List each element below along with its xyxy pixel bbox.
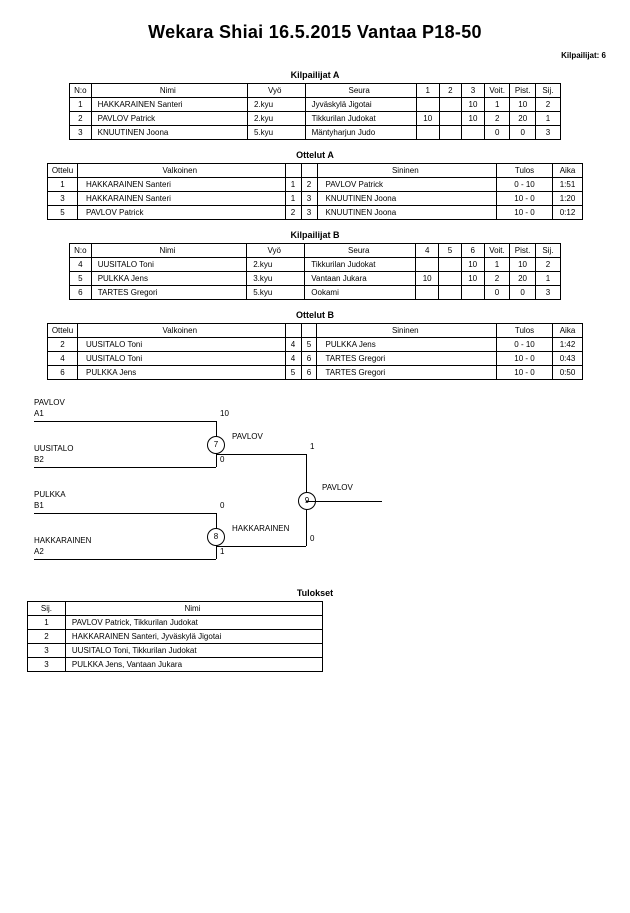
cell-blue-no: 5 <box>301 338 317 352</box>
cell-points: 20 <box>510 112 536 126</box>
table-row <box>70 272 561 286</box>
cell-white-no: 1 <box>285 178 301 192</box>
cell-time: 0:43 <box>552 352 582 366</box>
col-club: Seura <box>305 244 416 258</box>
bracket-line <box>216 454 306 455</box>
col-match-4: 4 <box>416 244 439 258</box>
results-table <box>27 601 323 672</box>
cell-result: 10 - 0 <box>497 366 553 380</box>
bracket-semi1-bottom-name: UUSITALO <box>34 444 74 453</box>
bracket-final-winner: PAVLOV <box>322 483 353 492</box>
cell-belt: 5.kyu <box>247 286 305 300</box>
cell-points: 0 <box>510 286 536 300</box>
col-match-5: 5 <box>439 244 461 258</box>
cell-time: 1:20 <box>552 192 582 206</box>
section-title-results: Tulokset <box>296 588 334 598</box>
cell-result: 0 - 10 <box>497 178 553 192</box>
cell-match-5 <box>439 258 461 272</box>
bracket-line <box>216 546 306 547</box>
cell-match-4: 10 <box>416 272 439 286</box>
col-rank: Sij. <box>535 84 560 98</box>
col-blue: Sininen <box>317 324 497 338</box>
cell-match-6: 10 <box>461 272 484 286</box>
section-title-pool-b: Kilpailijat B <box>290 230 340 240</box>
cell-wins: 1 <box>484 258 510 272</box>
cell-time: 0:50 <box>552 366 582 380</box>
cell-match-no: 5 <box>48 206 78 220</box>
table-row <box>48 178 583 192</box>
cell-club: Mäntyharjun Judo <box>305 126 416 140</box>
cell-rank: 1 <box>535 272 560 286</box>
cell-match-2 <box>439 112 461 126</box>
cell-club: Vantaan Jukara <box>305 272 416 286</box>
bracket-semi1-top-name: PAVLOV <box>34 398 65 407</box>
table-header-row <box>70 244 561 258</box>
cell-rank: 2 <box>535 258 560 272</box>
bracket-match-8-node: 8 <box>207 528 225 546</box>
cell-match-no: 2 <box>48 338 78 352</box>
col-name: Nimi <box>91 244 247 258</box>
col-blue: Sininen <box>317 164 497 178</box>
table-header-row <box>48 324 583 338</box>
cell-white: HAKKARAINEN Santeri <box>77 178 285 192</box>
cell-points: 10 <box>510 98 536 112</box>
cell-wins: 2 <box>484 112 510 126</box>
cell-blue-no: 6 <box>301 366 317 380</box>
bracket-semi2-bottom-score: 1 <box>220 547 225 556</box>
col-rank: Sij. <box>535 244 560 258</box>
cell-blue: KNUUTINEN Joona <box>317 192 497 206</box>
cell-belt: 2.kyu <box>247 98 305 112</box>
cell-club: Ookami <box>305 286 416 300</box>
cell-wins: 1 <box>484 98 510 112</box>
col-white: Valkoinen <box>77 324 285 338</box>
col-white: Valkoinen <box>77 164 285 178</box>
cell-time: 1:51 <box>552 178 582 192</box>
cell-blue: PULKKA Jens <box>317 338 497 352</box>
cell-name: UUSITALO Toni <box>91 258 247 272</box>
bracket-semi2-top-seed: B1 <box>34 501 44 510</box>
bracket-semi2-bottom-name: HAKKARAINEN <box>34 536 92 545</box>
cell-white-no: 2 <box>285 206 301 220</box>
table-row <box>48 366 583 380</box>
table-row <box>28 630 323 644</box>
results-wrap <box>0 601 630 672</box>
cell-blue: TARTES Gregori <box>317 366 497 380</box>
cell-result: 10 - 0 <box>497 206 553 220</box>
cell-match-2 <box>439 126 461 140</box>
col-no: N:o <box>70 244 92 258</box>
col-wins: Voit. <box>484 244 510 258</box>
pool-a-table <box>69 83 561 140</box>
col-match-3: 3 <box>462 84 485 98</box>
bracket-semi2-winner: HAKKARAINEN <box>232 524 290 533</box>
cell-match-no: 4 <box>48 352 78 366</box>
col-points: Pist. <box>510 84 536 98</box>
bracket-match-7-node: 7 <box>207 436 225 454</box>
cell-club: Tikkurilan Judokat <box>305 258 416 272</box>
cell-white: UUSITALO Toni <box>77 352 285 366</box>
cell-belt: 3.kyu <box>247 272 305 286</box>
bracket-semi2-top-score: 0 <box>220 501 225 510</box>
section-title-matches-b: Ottelut B <box>296 310 334 320</box>
cell-blue-no: 3 <box>301 192 317 206</box>
bracket-line <box>34 421 216 422</box>
cell-belt: 2.kyu <box>247 112 305 126</box>
col-belt: Vyö <box>247 244 305 258</box>
cell-points: 20 <box>510 272 536 286</box>
cell-name: PULKKA Jens, Vantaan Jukara <box>65 658 322 672</box>
cell-result: 0 - 10 <box>497 338 553 352</box>
cell-white: UUSITALO Toni <box>77 338 285 352</box>
cell-no: 3 <box>70 126 92 140</box>
col-no: N:o <box>70 84 92 98</box>
cell-blue-no: 2 <box>301 178 317 192</box>
cell-blue: TARTES Gregori <box>317 352 497 366</box>
pool-b-wrap <box>0 243 630 300</box>
cell-name: HAKKARAINEN Santeri <box>91 98 247 112</box>
matches-b-table <box>47 323 583 380</box>
cell-match-6 <box>461 286 484 300</box>
cell-no: 6 <box>70 286 92 300</box>
cell-match-3: 10 <box>462 112 485 126</box>
col-match-1: 1 <box>416 84 439 98</box>
col-name: Nimi <box>91 84 247 98</box>
pool-b-table <box>69 243 561 300</box>
cell-club: Jyväskylä Jigotai <box>305 98 416 112</box>
bracket-semi1-winner-score: 1 <box>310 442 315 451</box>
table-header-row <box>28 602 323 616</box>
cell-match-5 <box>439 272 461 286</box>
col-match-no: Ottelu <box>48 164 78 178</box>
cell-blue-no: 6 <box>301 352 317 366</box>
pool-a-wrap <box>0 83 630 140</box>
cell-rank: 2 <box>28 630 66 644</box>
col-white-no <box>285 324 301 338</box>
bracket-semi1-bottom-score: 0 <box>220 455 225 464</box>
cell-time: 0:12 <box>552 206 582 220</box>
table-row <box>48 192 583 206</box>
competitors-count: Kilpailijat: 6 <box>561 51 606 60</box>
cell-rank: 1 <box>535 112 560 126</box>
cell-no: 5 <box>70 272 92 286</box>
table-row <box>70 258 561 272</box>
bracket-semi1-winner: PAVLOV <box>232 432 263 441</box>
col-club: Seura <box>305 84 416 98</box>
section-title-matches-a: Ottelut A <box>296 150 334 160</box>
cell-time: 1:42 <box>552 338 582 352</box>
bracket-semi1-top-seed: A1 <box>34 409 44 418</box>
cell-match-4 <box>416 258 439 272</box>
page-title: Wekara Shiai 16.5.2015 Vantaa P18-50 <box>148 22 482 42</box>
cell-match-1: 10 <box>416 112 439 126</box>
table-header-row <box>70 84 561 98</box>
col-blue-no <box>301 164 317 178</box>
col-result: Tulos <box>497 324 553 338</box>
col-match-6: 6 <box>461 244 484 258</box>
table-row <box>28 616 323 630</box>
cell-white: PAVLOV Patrick <box>77 206 285 220</box>
col-match-no: Ottelu <box>48 324 78 338</box>
bracket-line <box>34 467 216 468</box>
col-time: Aika <box>552 164 582 178</box>
table-row <box>70 126 561 140</box>
col-time: Aika <box>552 324 582 338</box>
bracket-semi1-top-score: 10 <box>220 409 229 418</box>
col-rank: Sij. <box>28 602 66 616</box>
cell-points: 10 <box>510 258 536 272</box>
cell-rank: 2 <box>535 98 560 112</box>
matches-b-wrap <box>0 323 630 380</box>
cell-result: 10 - 0 <box>497 192 553 206</box>
section-title-pool-a: Kilpailijat A <box>290 70 340 80</box>
cell-blue: KNUUTINEN Joona <box>317 206 497 220</box>
cell-belt: 5.kyu <box>247 126 305 140</box>
cell-points: 0 <box>510 126 536 140</box>
cell-wins: 0 <box>484 126 510 140</box>
cell-club: Tikkurilan Judokat <box>305 112 416 126</box>
cell-white-no: 4 <box>285 338 301 352</box>
cell-white-no: 5 <box>285 366 301 380</box>
col-white-no <box>285 164 301 178</box>
cell-match-no: 6 <box>48 366 78 380</box>
col-name: Nimi <box>65 602 322 616</box>
cell-match-5 <box>439 286 461 300</box>
col-wins: Voit. <box>484 84 510 98</box>
cell-name: PAVLOV Patrick, Tikkurilan Judokat <box>65 616 322 630</box>
table-row <box>48 338 583 352</box>
cell-name: KNUUTINEN Joona <box>91 126 247 140</box>
cell-name: PAVLOV Patrick <box>91 112 247 126</box>
cell-match-1 <box>416 126 439 140</box>
bracket-semi2-winner-score: 0 <box>310 534 315 543</box>
table-row <box>48 206 583 220</box>
cell-no: 1 <box>70 98 92 112</box>
cell-blue-no: 3 <box>301 206 317 220</box>
cell-no: 4 <box>70 258 92 272</box>
table-row <box>28 644 323 658</box>
cell-rank: 3 <box>535 286 560 300</box>
cell-rank: 3 <box>28 658 66 672</box>
col-result: Tulos <box>497 164 553 178</box>
cell-belt: 2.kyu <box>247 258 305 272</box>
cell-match-6: 10 <box>461 258 484 272</box>
bracket-line <box>34 559 216 560</box>
cell-match-2 <box>439 98 461 112</box>
bracket-semi2-top-name: PULKKA <box>34 490 66 499</box>
cell-name: PULKKA Jens <box>91 272 247 286</box>
cell-rank: 3 <box>535 126 560 140</box>
table-row <box>28 658 323 672</box>
bracket-line <box>306 501 382 502</box>
bracket-semi2-bottom-seed: A2 <box>34 547 44 556</box>
cell-match-1 <box>416 98 439 112</box>
matches-a-wrap <box>0 163 630 220</box>
col-points: Pist. <box>510 244 536 258</box>
cell-rank: 3 <box>28 644 66 658</box>
bracket-semi1-bottom-seed: B2 <box>34 455 44 464</box>
cell-match-no: 3 <box>48 192 78 206</box>
elimination-bracket <box>0 398 630 578</box>
cell-match-3: 10 <box>462 98 485 112</box>
table-row <box>70 286 561 300</box>
table-header-row <box>48 164 583 178</box>
cell-name: HAKKARAINEN Santeri, Jyväskylä Jigotai <box>65 630 322 644</box>
cell-wins: 0 <box>484 286 510 300</box>
table-row <box>48 352 583 366</box>
cell-result: 10 - 0 <box>497 352 553 366</box>
cell-white-no: 1 <box>285 192 301 206</box>
cell-no: 2 <box>70 112 92 126</box>
cell-white: PULKKA Jens <box>77 366 285 380</box>
cell-match-no: 1 <box>48 178 78 192</box>
table-row <box>70 112 561 126</box>
tournament-sheet <box>0 22 630 913</box>
cell-white: HAKKARAINEN Santeri <box>77 192 285 206</box>
cell-blue: PAVLOV Patrick <box>317 178 497 192</box>
col-match-2: 2 <box>439 84 461 98</box>
col-blue-no <box>301 324 317 338</box>
cell-wins: 2 <box>484 272 510 286</box>
bracket-line <box>34 513 216 514</box>
cell-match-3 <box>462 126 485 140</box>
cell-match-4 <box>416 286 439 300</box>
table-row <box>70 98 561 112</box>
cell-name: UUSITALO Toni, Tikkurilan Judokat <box>65 644 322 658</box>
matches-a-table <box>47 163 583 220</box>
cell-white-no: 4 <box>285 352 301 366</box>
cell-name: TARTES Gregori <box>91 286 247 300</box>
cell-rank: 1 <box>28 616 66 630</box>
col-belt: Vyö <box>247 84 305 98</box>
